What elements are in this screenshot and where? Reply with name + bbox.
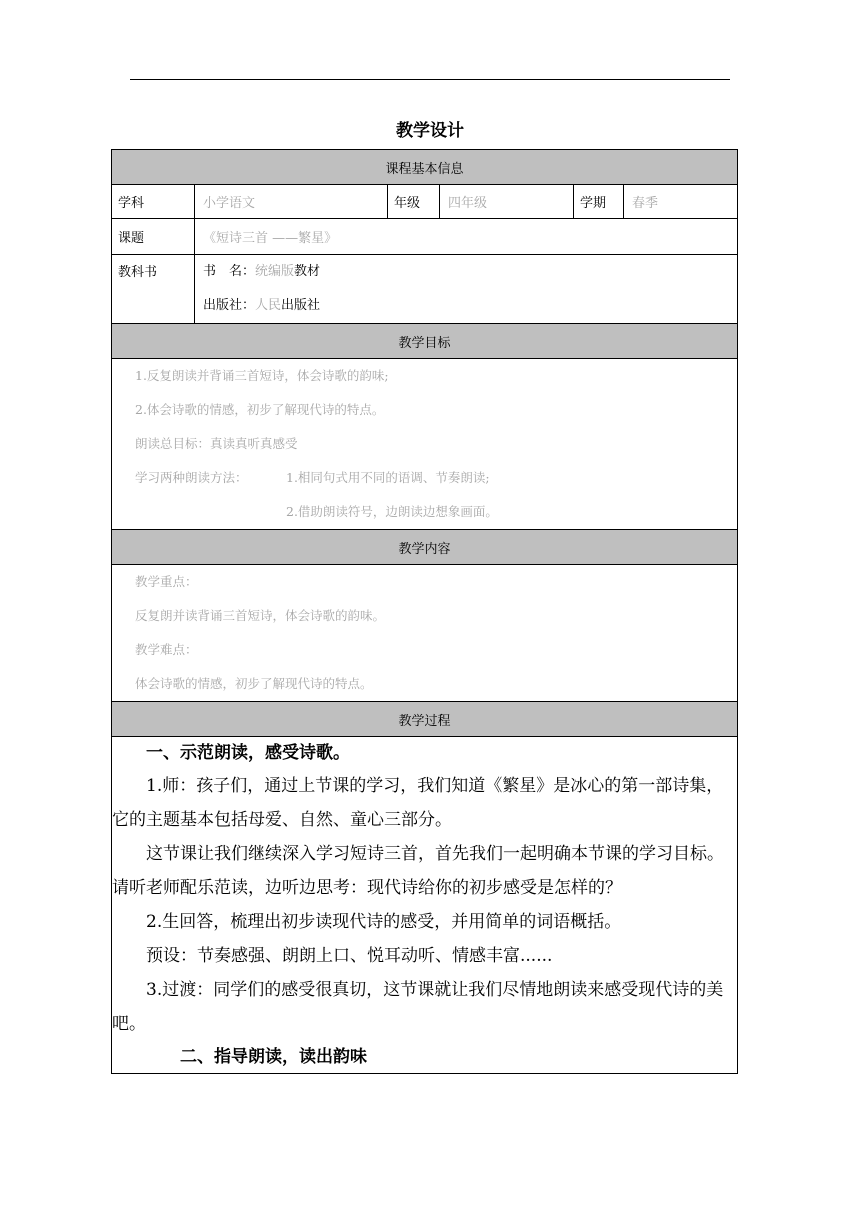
content-body bbox=[112, 565, 738, 702]
topic-label: 课题 bbox=[112, 219, 195, 255]
method-1: 1.相同句式用不同的语调、节奏朗读; bbox=[286, 470, 490, 485]
content-header: 教学内容 bbox=[112, 530, 738, 565]
publisher-line bbox=[195, 289, 737, 323]
difficult-point-text: 体会诗歌的情感，初步了解现代诗的特点。 bbox=[135, 676, 373, 691]
method-label: 学习两种朗读方法： bbox=[135, 470, 248, 485]
document-title: 教学设计 bbox=[396, 121, 464, 141]
lesson-plan-table bbox=[111, 149, 738, 1074]
process-paragraph-2: 这节课让我们继续深入学习短诗三首，首先我们一起明确本节课的学习目标。请听老师配乐范读，边听边思考：现代诗给你的初步感受是怎样的？ bbox=[112, 844, 724, 898]
subject-value: 小学语文 bbox=[195, 185, 388, 219]
process-paragraph-5: 3.过渡：同学们的感受很真切，这节课就让我们尽情地朗读来感受现代诗的美吧。 bbox=[112, 980, 724, 1034]
process-body bbox=[112, 737, 738, 1074]
book-name-value: 统编版 bbox=[255, 264, 295, 279]
term-value: 春季 bbox=[624, 185, 738, 219]
method-line-2 bbox=[135, 495, 737, 529]
process-header: 教学过程 bbox=[112, 702, 738, 737]
objective-overall: 朗读总目标：真读真听真感受 bbox=[135, 436, 298, 451]
topic-value: 《短诗三首 ——繁星》 bbox=[195, 219, 738, 255]
book-name-suffix: 教材 bbox=[294, 264, 321, 279]
subject-label: 学科 bbox=[112, 185, 195, 219]
process-paragraph-1: 1.师：孩子们，通过上节课的学习，我们知道《繁星》是冰心的第一部诗集，它的主题基本包括母爱、自然、童心三部分。 bbox=[112, 776, 724, 830]
publisher-suffix: 出版社 bbox=[281, 298, 321, 313]
section-2-title: 二、指导朗读，读出韵味 bbox=[180, 1047, 367, 1067]
grade-value: 四年级 bbox=[440, 185, 574, 219]
difficult-point-label: 教学难点： bbox=[135, 642, 198, 657]
textbook-label: 教科书 bbox=[112, 255, 195, 324]
objectives-body bbox=[112, 359, 738, 530]
method-line-1 bbox=[135, 461, 737, 495]
process-paragraph-3: 2.生回答，梳理出初步读现代诗的感受，并用简单的词语概括。 bbox=[146, 912, 622, 932]
publisher-label: 出版社： bbox=[203, 298, 256, 313]
term-label: 学期 bbox=[574, 185, 624, 219]
objective-1: 1.反复朗读并背诵三首短诗，体会诗歌的韵味; bbox=[135, 368, 389, 383]
book-name-line bbox=[195, 255, 737, 289]
publisher-value: 人民 bbox=[255, 298, 282, 313]
header-rule bbox=[130, 79, 730, 80]
grade-label: 年级 bbox=[388, 185, 440, 219]
process-paragraph-4: 预设：节奏感强、朗朗上口、悦耳动听、情感丰富...... bbox=[146, 946, 553, 966]
book-name-label: 书 名： bbox=[203, 264, 256, 279]
method-2: 2.借助朗读符号，边朗读边想象画面。 bbox=[286, 504, 498, 519]
objective-2: 2.体会诗歌的情感，初步了解现代诗的特点。 bbox=[135, 402, 385, 417]
textbook-details bbox=[195, 255, 738, 324]
key-point-text: 反复朗并读背诵三首短诗，体会诗歌的韵味。 bbox=[135, 608, 386, 623]
objectives-header: 教学目标 bbox=[112, 324, 738, 359]
key-point-label: 教学重点： bbox=[135, 574, 198, 589]
section-1-title: 一、示范朗读，感受诗歌。 bbox=[146, 743, 350, 763]
basic-info-header: 课程基本信息 bbox=[112, 150, 738, 185]
